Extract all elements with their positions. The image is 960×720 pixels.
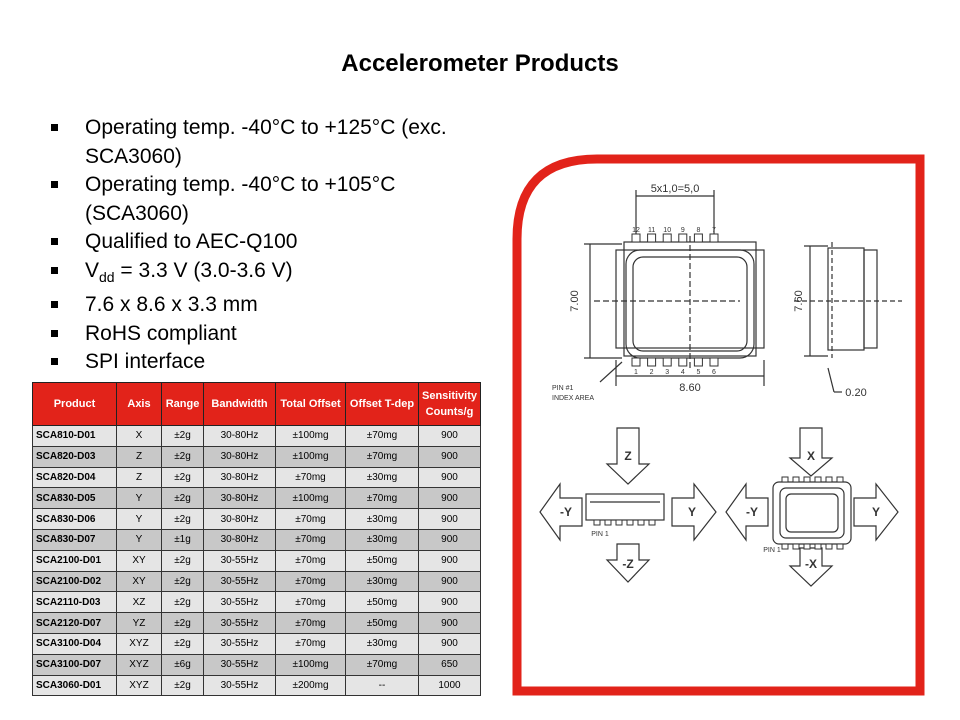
pin-pad [710,234,718,242]
square-bullet-icon [51,301,58,308]
table-cell: 30-80Hz [204,529,276,550]
table-row [33,529,481,550]
table-row [33,592,481,613]
bullet-qualification [48,228,488,257]
side-view-pin [638,520,644,525]
pin-pad [679,358,687,366]
bullet-text: SPI interface [85,350,206,374]
pin-number: 1 [634,369,638,376]
table-cell: 900 [419,613,481,634]
table-cell: ±70mg [276,633,346,654]
table-cell: ±30mg [346,509,419,530]
table-cell: XY [117,550,162,571]
neg-z-axis-label: -Z [622,557,634,571]
neg-y-axis-label: -Y [560,505,572,519]
top-view-pin [815,544,821,549]
table-cell: ±30mg [346,529,419,550]
table-header-row [33,383,481,426]
table-row [33,633,481,654]
column-header: Range [162,383,204,426]
table-cell: ±50mg [346,592,419,613]
table-row [33,446,481,467]
pin-number: 2 [649,369,654,376]
table-cell: 900 [419,633,481,654]
table-cell: ±2g [162,467,204,488]
table-cell: 900 [419,467,481,488]
table-row [33,467,481,488]
pin-pad [694,358,702,366]
table-cell: ±2g [162,509,204,530]
table-cell: 30-55Hz [204,550,276,571]
table-row [33,654,481,675]
product-cell: SCA830-D06 [33,509,117,530]
product-cell: SCA820-D03 [33,446,117,467]
table-cell: ±70mg [346,654,419,675]
pin-number: 12 [632,227,640,234]
top-view-pin [793,477,799,482]
table-cell: ±50mg [346,613,419,634]
table-cell: ±2g [162,488,204,509]
table-cell: XYZ [117,675,162,696]
table-cell: ±100mg [276,488,346,509]
table-cell: 30-80Hz [204,467,276,488]
table-cell: 30-80Hz [204,426,276,447]
column-header: Offset T-dep [346,383,419,426]
side-height-dimension-label: 7.60 [793,290,805,312]
table-cell: ±2g [162,550,204,571]
pin-pad [648,358,656,366]
bullet-text: Qualified to AEC-Q100 [85,230,298,253]
table-cell: ±30mg [346,571,419,592]
table-cell: ±70mg [276,467,346,488]
pin-pad [632,358,640,366]
column-header: Axis [117,383,162,426]
pin-pad [663,234,671,242]
table-cell: ±70mg [276,529,346,550]
table-cell: Z [117,467,162,488]
table-cell: Z [117,446,162,467]
product-spec-table [32,382,481,696]
table-cell: XYZ [117,633,162,654]
table-cell: ±200mg [276,675,346,696]
product-cell: SCA3060-D01 [33,675,117,696]
product-cell: SCA2110-D03 [33,592,117,613]
table-row [33,426,481,447]
pin-number: 10 [663,227,672,234]
product-cell: SCA2120-D07 [33,613,117,634]
table-row [33,488,481,509]
top-view-pin [804,544,810,549]
accelerometer-figure [512,154,925,696]
table-cell: ±2g [162,633,204,654]
bullet-text: Operating temp. -40°C to +105°C (SCA3060) [85,173,396,225]
table-cell: 1000 [419,675,481,696]
width-dimension-label: 8.60 [679,382,701,394]
pin-number: 4 [680,369,685,376]
y-axis-label-top: Y [871,505,881,519]
table-cell: ±2g [162,613,204,634]
table-cell: Y [117,529,162,550]
table-row [33,550,481,571]
pin-number: 8 [696,227,701,234]
x-axis-label: X [806,449,816,463]
pin-number: 6 [712,369,716,376]
table-cell: ±70mg [276,571,346,592]
square-bullet-icon [51,238,58,245]
slide-title: Accelerometer Products [341,50,619,77]
bullet-text: 7.6 x 8.6 x 3.3 mm [85,293,258,317]
table-cell: YZ [117,613,162,634]
product-cell: SCA3100-D07 [33,654,117,675]
side-view-pin [594,520,600,525]
pin-number: 7 [712,227,716,234]
pin1-label-top: PIN 1 [763,547,781,554]
table-row [33,613,481,634]
table-cell: ±30mg [346,633,419,654]
side-view-pin [649,520,655,525]
table-cell: 30-55Hz [204,675,276,696]
top-view-pin [837,544,843,549]
table-cell: 900 [419,529,481,550]
pin-number: 3 [665,369,670,376]
product-cell: SCA820-D04 [33,467,117,488]
table-cell: ±70mg [346,488,419,509]
bullet-operating-temp-2 [48,171,488,228]
product-cell: SCA830-D07 [33,529,117,550]
spec-bullet-list [48,114,488,377]
side-view-pin [616,520,622,525]
square-bullet-icon [51,358,58,365]
table-cell: 30-55Hz [204,633,276,654]
table-cell: ±70mg [276,509,346,530]
pin-number: 5 [696,369,701,376]
table-cell: ±70mg [276,592,346,613]
table-row [33,571,481,592]
height-dimension-label: 7.00 [569,290,581,312]
vdd-symbol: V [85,258,100,282]
table-cell: ±2g [162,592,204,613]
top-view-pin [804,477,810,482]
table-cell: 900 [419,571,481,592]
bullet-operating-temp-1 [48,114,488,171]
column-header: Total Offset [276,383,346,426]
top-view-pin [782,544,788,549]
column-header: Sensitivity Counts/g [419,383,481,426]
table-cell: ±100mg [276,654,346,675]
table-cell: ±2g [162,675,204,696]
table-cell: 30-55Hz [204,592,276,613]
table-cell: Y [117,509,162,530]
product-cell: SCA2100-D01 [33,550,117,571]
table-cell: XYZ [117,654,162,675]
table-cell: ±70mg [346,426,419,447]
table-cell: Y [117,488,162,509]
table-cell: 30-55Hz [204,613,276,634]
table-cell: ±50mg [346,550,419,571]
top-view-pin [782,477,788,482]
table-cell: ±2g [162,446,204,467]
table-cell: ±6g [162,654,204,675]
table-cell: 900 [419,592,481,613]
side-view-pin [627,520,633,525]
pin-pad [648,234,656,242]
top-view-pin [815,477,821,482]
side-view-pin [605,520,611,525]
neg-y-axis-label-top: -Y [746,505,758,519]
table-cell: X [117,426,162,447]
top-view-pin [826,477,832,482]
pin-pad [710,358,718,366]
pin1-label-side: PIN 1 [591,531,609,538]
pin-pad [632,234,640,242]
pin-number: 9 [680,227,685,234]
z-axis-label: Z [624,449,632,463]
table-cell: 30-55Hz [204,571,276,592]
square-bullet-icon [51,330,58,337]
table-cell: 30-55Hz [204,654,276,675]
table-cell: 30-80Hz [204,509,276,530]
square-bullet-icon [51,181,58,188]
product-cell: SCA2100-D02 [33,571,117,592]
pin1-note-line1: PIN #1 [552,385,574,392]
product-cell: SCA830-D05 [33,488,117,509]
table-cell: ±70mg [276,550,346,571]
pin-pad [694,234,702,242]
pin-pad [679,234,687,242]
vdd-subscript: dd [99,268,115,285]
table-cell: 650 [419,654,481,675]
table-row [33,675,481,696]
top-view-pin [793,544,799,549]
table-row [33,509,481,530]
bullet-rohs [48,320,488,349]
table-cell: ±1g [162,529,204,550]
pitch-dimension-label: 5x1,0=5,0 [650,183,700,195]
square-bullet-icon [51,267,58,274]
product-cell: SCA3100-D04 [33,633,117,654]
table-cell: ±70mg [276,613,346,634]
neg-x-axis-label: -X [805,557,817,571]
table-cell: 30-80Hz [204,446,276,467]
top-view-pin [826,544,832,549]
square-bullet-icon [51,124,58,131]
table-cell: 900 [419,426,481,447]
column-header: Bandwidth [204,383,276,426]
pin-number: 11 [647,227,656,234]
table-cell: 30-80Hz [204,488,276,509]
column-header: Product [33,383,117,426]
pin1-note-line2: INDEX AREA [552,395,595,402]
vdd-value: = 3.3 V (3.0-3.6 V) [114,258,293,282]
y-axis-label: Y [687,505,697,519]
table-cell: 900 [419,550,481,571]
table-cell: ±2g [162,571,204,592]
table-cell: XY [117,571,162,592]
table-cell: -- [346,675,419,696]
bullet-text: RoHS compliant [85,321,237,345]
thickness-dimension-label: 0.20 [845,387,867,399]
table-cell: 900 [419,509,481,530]
table-cell: ±100mg [276,446,346,467]
top-view-pin [837,477,843,482]
table-cell: 900 [419,446,481,467]
bullet-supply-voltage [48,257,488,292]
table-cell: ±2g [162,426,204,447]
bullet-dimensions [48,291,488,320]
pin-pad [663,358,671,366]
product-cell: SCA810-D01 [33,426,117,447]
bullet-text: Operating temp. -40°C to +125°C (exc. SCA3060) [85,116,447,168]
table-cell: ±70mg [346,446,419,467]
table-cell: ±100mg [276,426,346,447]
table-cell: XZ [117,592,162,613]
table-cell: ±30mg [346,467,419,488]
bullet-interface [48,348,488,377]
table-body [33,426,481,696]
table-cell: 900 [419,488,481,509]
